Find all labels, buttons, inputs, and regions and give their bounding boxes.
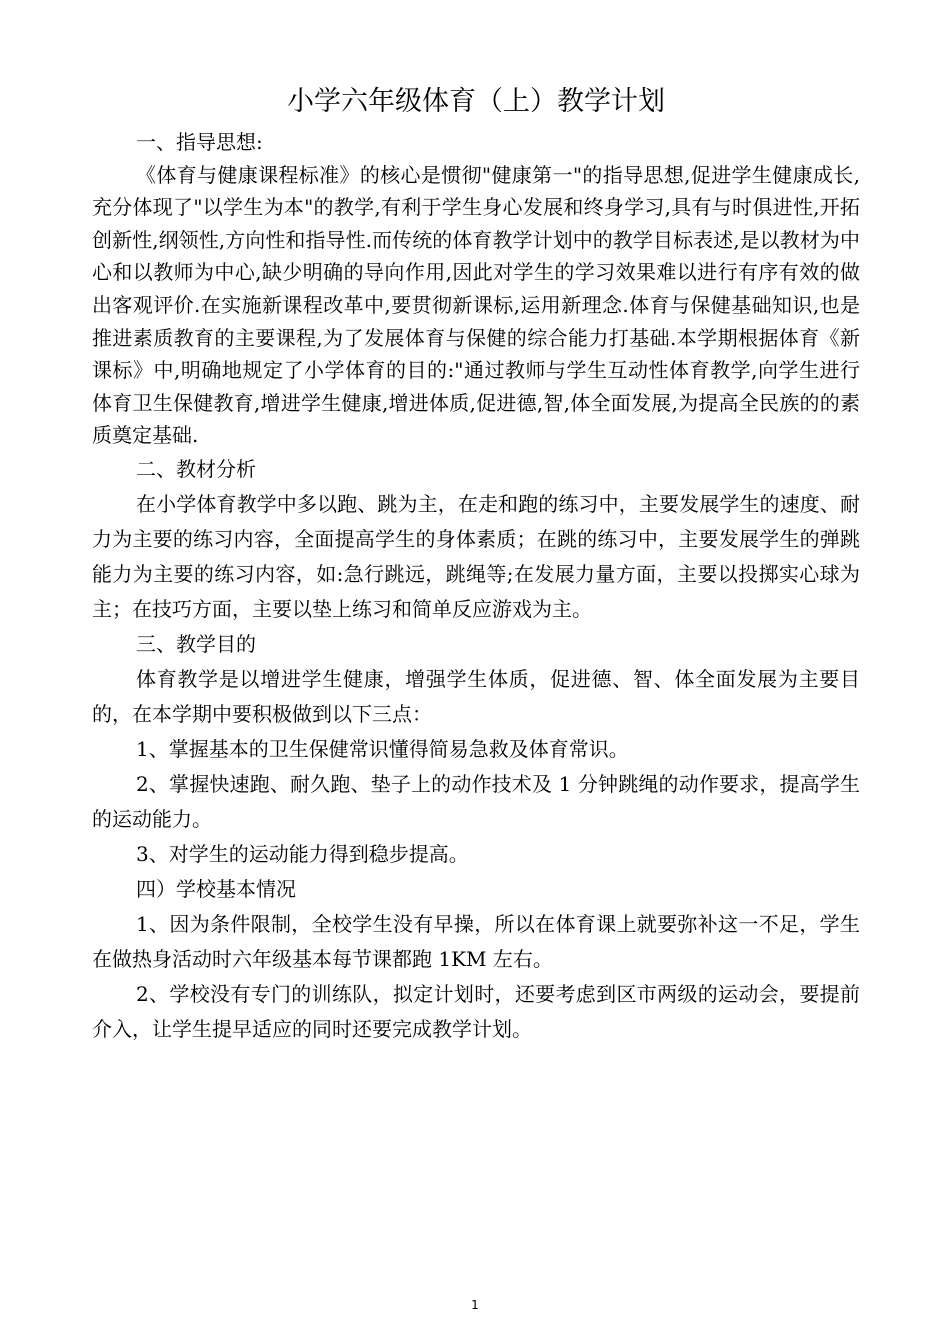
list-item-situation-2: 2、学校没有专门的训练队，拟定计划时，还要考虑到区市两级的运动会，要提前介入，让学生提早适应的同时还要完成教学计划。 [92, 981, 860, 1041]
paragraph-guiding-ideology: 《体育与健康课程标准》的核心是惯彻"健康第一"的指导思想,促进学生健康成长,充分体现了"以学生为本"的教学,有利于学生身心发展和终身学习,具有与时俱进性,开拓创新性,纲领性,方向性和指导性.而传统的体育教学计划中的教学目标表述,是以教材为中心和以教师为中心,缺少明确的导向作用,因此对学生的学习效果难以进行有序有效的做出客观评价.在实施新课程改革中,要贯彻新课标,运用新理念.体育与保健基础知识,也是推进素质教育的主要课程,为了发展体育与保健的综合能力打基础.本学期根据体育《新课标》中,明确地规定了小学体育的目的:"通过教师与学生互动性体育教学,向学生进行体育卫生保健教育,增进学生健康,增进体质,促进德,智,体全面发展,为提高全民族的的素质奠定基础. [92, 162, 860, 448]
paragraph-teaching-purpose: 体育教学是以增进学生健康，增强学生体质，促进德、智、体全面发展为主要目的，在本学期中要积极做到以下三点： [92, 666, 860, 726]
list-item-purpose-3: 3、对学生的运动能力得到稳步提高。 [136, 841, 469, 866]
document-page [92, 82, 860, 1047]
list-item-purpose-2: 2、掌握快速跑、耐久跑、垫子上的动作技术及 1 分钟跳绳的动作要求，提高学生的运动能力。 [92, 771, 860, 831]
section-heading-school-situation: 四）学校基本情况 [136, 876, 296, 901]
paragraph-material-analysis: 在小学体育教学中多以跑、跳为主，在走和跑的练习中，主要发展学生的速度、耐力为主要的练习内容，全面提高学生的身体素质；在跳的练习中，主要发展学生的弹跳能力为主要的练习内容，如:急行跳远，跳绳等;在发展力量方面，主要以投掷实心球为主；在技巧方面，主要以垫上练习和简单反应游戏为主。 [92, 491, 860, 621]
list-item-situation-1: 1、因为条件限制，全校学生没有早操，所以在体育课上就要弥补这一不足，学生在做热身活动时六年级基本每节课都跑 1KM 左右。 [92, 911, 860, 971]
section-heading-teaching-purpose: 三、教学目的 [136, 631, 256, 656]
list-item-purpose-1: 1、掌握基本的卫生保健常识懂得简易急救及体育常识。 [136, 736, 629, 761]
section-heading-material-analysis: 二、教材分析 [136, 456, 256, 481]
document-title: 小学六年级体育（上）教学计划 [287, 86, 665, 117]
page-number: 1 [471, 1298, 479, 1312]
section-heading-guiding-ideology: 一、指导思想: [136, 130, 263, 154]
